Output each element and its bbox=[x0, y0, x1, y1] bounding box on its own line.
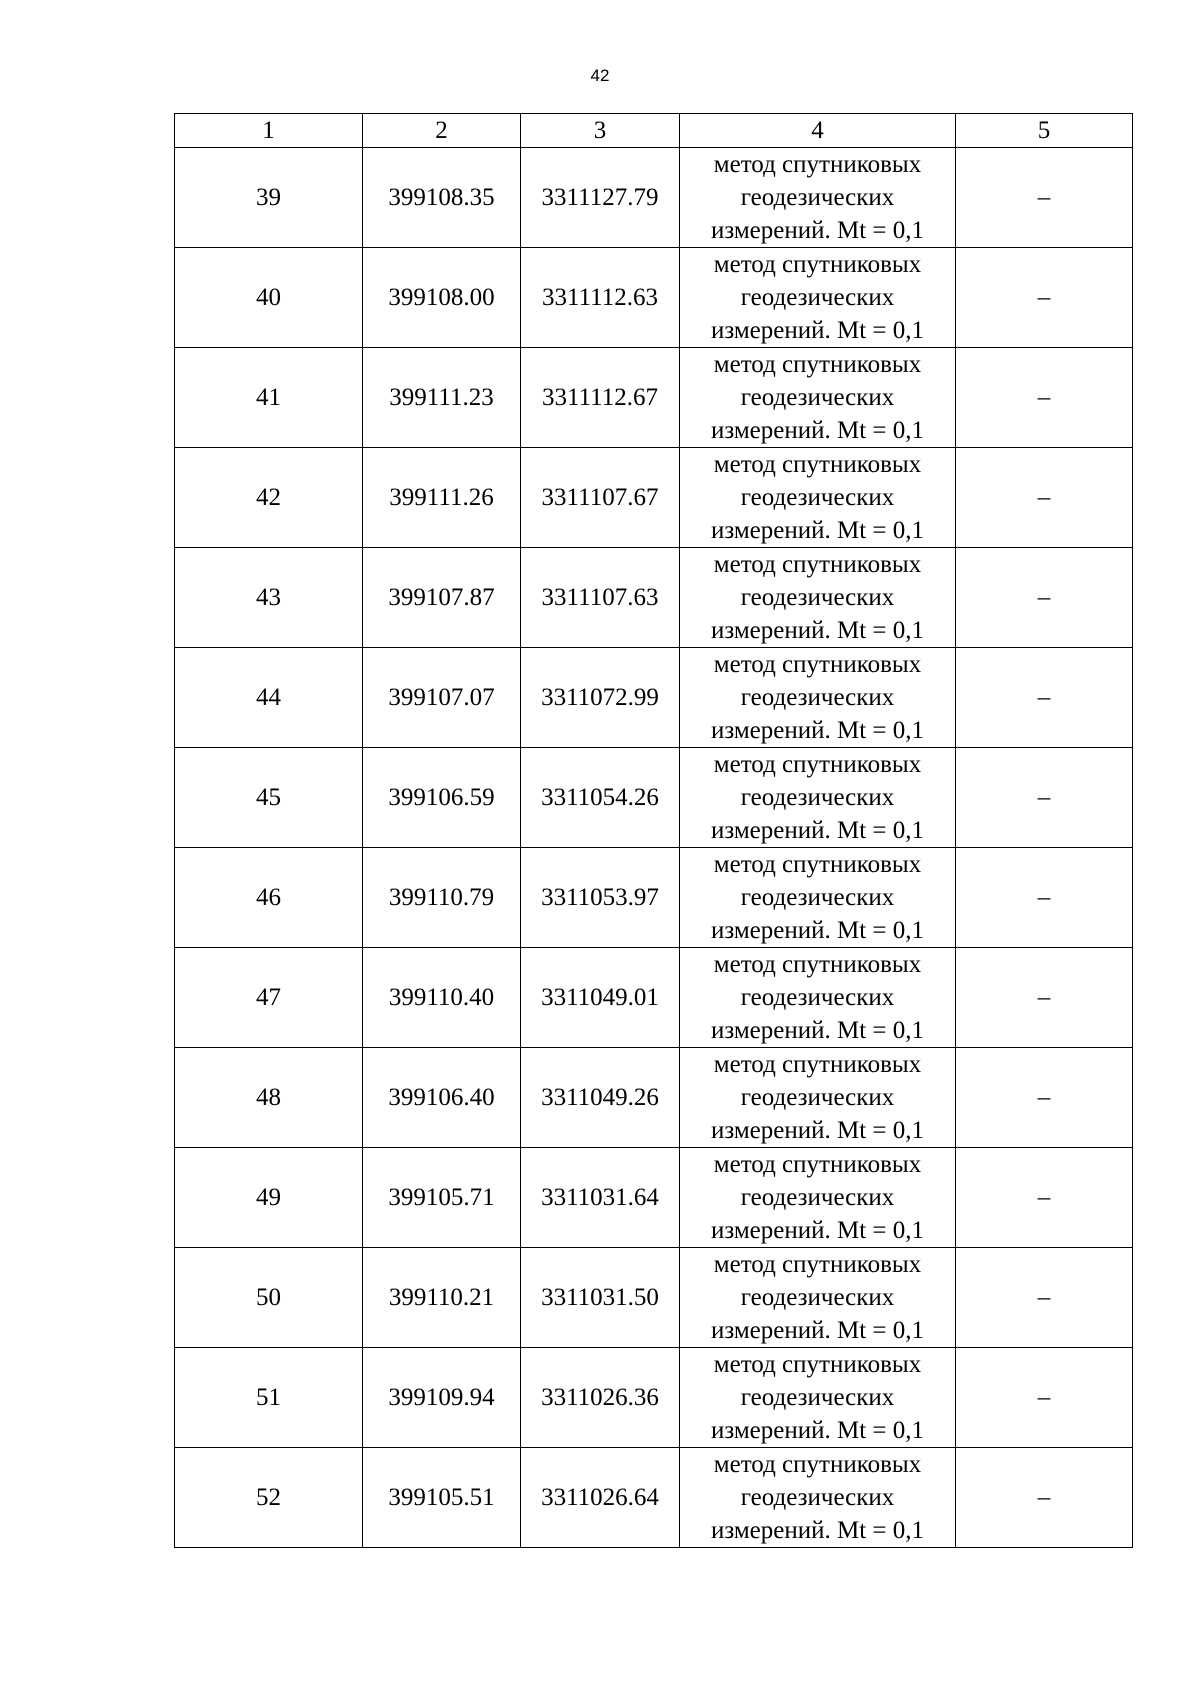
method-description bbox=[680, 448, 955, 547]
header-row bbox=[175, 114, 1133, 148]
cell-note: – bbox=[956, 1348, 1133, 1448]
header-col-1: 1 bbox=[175, 114, 363, 148]
cell-y-coordinate: 3311049.26 bbox=[521, 1048, 680, 1148]
cell-x-coordinate: 399107.07 bbox=[363, 648, 521, 748]
cell-note: – bbox=[956, 148, 1133, 248]
cell-y-coordinate: 3311127.79 bbox=[521, 148, 680, 248]
cell-y-coordinate: 3311026.64 bbox=[521, 1448, 680, 1548]
cell-note: – bbox=[956, 1448, 1133, 1548]
method-line: измерений. Mt = 0,1 bbox=[710, 717, 925, 744]
cell-method bbox=[680, 1148, 956, 1248]
table-header bbox=[175, 114, 1133, 148]
method-description bbox=[680, 1048, 955, 1147]
method-line: метод спутниковых bbox=[713, 651, 922, 678]
cell-point-number: 44 bbox=[175, 648, 363, 748]
cell-method bbox=[680, 348, 956, 448]
method-line: геодезических bbox=[740, 184, 895, 211]
method-line: геодезических bbox=[740, 884, 895, 911]
method-line: измерений. Mt = 0,1 bbox=[710, 217, 925, 244]
method-line: метод спутниковых bbox=[713, 551, 922, 578]
cell-method bbox=[680, 1348, 956, 1448]
method-line: измерений. Mt = 0,1 bbox=[710, 1317, 925, 1344]
method-line: измерений. Mt = 0,1 bbox=[710, 1117, 925, 1144]
cell-point-number: 45 bbox=[175, 748, 363, 848]
method-line: метод спутниковых bbox=[713, 851, 922, 878]
method-line: геодезических bbox=[740, 1084, 895, 1111]
method-line: измерений. Mt = 0,1 bbox=[710, 917, 925, 944]
table-row bbox=[175, 1048, 1133, 1148]
method-description bbox=[680, 1348, 955, 1447]
method-line: геодезических bbox=[740, 384, 895, 411]
cell-x-coordinate: 399109.94 bbox=[363, 1348, 521, 1448]
cell-x-coordinate: 399111.26 bbox=[363, 448, 521, 548]
cell-method bbox=[680, 1448, 956, 1548]
cell-point-number: 43 bbox=[175, 548, 363, 648]
method-line: метод спутниковых bbox=[713, 1351, 922, 1378]
method-line: метод спутниковых bbox=[713, 151, 922, 178]
cell-note: – bbox=[956, 748, 1133, 848]
method-line: метод спутниковых bbox=[713, 1451, 922, 1478]
cell-x-coordinate: 399105.71 bbox=[363, 1148, 521, 1248]
cell-point-number: 46 bbox=[175, 848, 363, 948]
table-row bbox=[175, 348, 1133, 448]
table-row bbox=[175, 648, 1133, 748]
method-line: геодезических bbox=[740, 1484, 895, 1511]
method-line: метод спутниковых bbox=[713, 251, 922, 278]
cell-x-coordinate: 399107.87 bbox=[363, 548, 521, 648]
table-row bbox=[175, 748, 1133, 848]
table-body bbox=[175, 148, 1133, 1548]
table-row bbox=[175, 148, 1133, 248]
method-line: геодезических bbox=[740, 284, 895, 311]
cell-note: – bbox=[956, 448, 1133, 548]
cell-note: – bbox=[956, 1248, 1133, 1348]
method-line: измерений. Mt = 0,1 bbox=[710, 817, 925, 844]
table-row bbox=[175, 1448, 1133, 1548]
method-line: метод спутниковых bbox=[713, 951, 922, 978]
cell-y-coordinate: 3311031.50 bbox=[521, 1248, 680, 1348]
method-line: измерений. Mt = 0,1 bbox=[710, 317, 925, 344]
method-line: геодезических bbox=[740, 1384, 895, 1411]
cell-y-coordinate: 3311112.67 bbox=[521, 348, 680, 448]
cell-point-number: 40 bbox=[175, 248, 363, 348]
cell-y-coordinate: 3311049.01 bbox=[521, 948, 680, 1048]
cell-x-coordinate: 399108.35 bbox=[363, 148, 521, 248]
method-line: геодезических bbox=[740, 484, 895, 511]
method-line: геодезических bbox=[740, 984, 895, 1011]
cell-point-number: 47 bbox=[175, 948, 363, 1048]
table-row bbox=[175, 948, 1133, 1048]
method-description bbox=[680, 548, 955, 647]
cell-y-coordinate: 3311112.63 bbox=[521, 248, 680, 348]
cell-point-number: 48 bbox=[175, 1048, 363, 1148]
table-row bbox=[175, 548, 1133, 648]
cell-point-number: 52 bbox=[175, 1448, 363, 1548]
method-line: измерений. Mt = 0,1 bbox=[710, 617, 925, 644]
cell-method bbox=[680, 1248, 956, 1348]
cell-x-coordinate: 399110.79 bbox=[363, 848, 521, 948]
method-line: измерений. Mt = 0,1 bbox=[710, 517, 925, 544]
method-description bbox=[680, 1148, 955, 1247]
cell-note: – bbox=[956, 548, 1133, 648]
cell-x-coordinate: 399106.40 bbox=[363, 1048, 521, 1148]
method-line: измерений. Mt = 0,1 bbox=[710, 1517, 925, 1544]
cell-y-coordinate: 3311031.64 bbox=[521, 1148, 680, 1248]
method-description bbox=[680, 848, 955, 947]
method-line: метод спутниковых bbox=[713, 1151, 922, 1178]
method-line: измерений. Mt = 0,1 bbox=[710, 1217, 925, 1244]
method-line: метод спутниковых bbox=[713, 1251, 922, 1278]
cell-y-coordinate: 3311107.63 bbox=[521, 548, 680, 648]
cell-note: – bbox=[956, 1148, 1133, 1248]
method-description bbox=[680, 348, 955, 447]
table-row bbox=[175, 1148, 1133, 1248]
method-description bbox=[680, 748, 955, 847]
method-line: измерений. Mt = 0,1 bbox=[710, 1417, 925, 1444]
cell-x-coordinate: 399105.51 bbox=[363, 1448, 521, 1548]
table-row bbox=[175, 1348, 1133, 1448]
cell-point-number: 42 bbox=[175, 448, 363, 548]
method-line: геодезических bbox=[740, 584, 895, 611]
method-description bbox=[680, 948, 955, 1047]
method-line: метод спутниковых bbox=[713, 351, 922, 378]
cell-method bbox=[680, 948, 956, 1048]
cell-y-coordinate: 3311107.67 bbox=[521, 448, 680, 548]
table-row bbox=[175, 848, 1133, 948]
cell-note: – bbox=[956, 348, 1133, 448]
cell-x-coordinate: 399108.00 bbox=[363, 248, 521, 348]
cell-point-number: 51 bbox=[175, 1348, 363, 1448]
cell-method bbox=[680, 148, 956, 248]
cell-point-number: 41 bbox=[175, 348, 363, 448]
method-description bbox=[680, 1448, 955, 1547]
method-description bbox=[680, 248, 955, 347]
method-line: метод спутниковых bbox=[713, 451, 922, 478]
table-row bbox=[175, 1248, 1133, 1348]
cell-note: – bbox=[956, 948, 1133, 1048]
method-line: геодезических bbox=[740, 784, 895, 811]
header-col-3: 3 bbox=[521, 114, 680, 148]
cell-method bbox=[680, 548, 956, 648]
cell-x-coordinate: 399111.23 bbox=[363, 348, 521, 448]
cell-method bbox=[680, 748, 956, 848]
page-number: 42 bbox=[590, 66, 610, 85]
cell-x-coordinate: 399110.40 bbox=[363, 948, 521, 1048]
cell-note: – bbox=[956, 1048, 1133, 1148]
cell-point-number: 49 bbox=[175, 1148, 363, 1248]
method-line: геодезических bbox=[740, 1184, 895, 1211]
cell-method bbox=[680, 1048, 956, 1148]
cell-note: – bbox=[956, 848, 1133, 948]
table-row bbox=[175, 248, 1133, 348]
header-col-4: 4 bbox=[680, 114, 956, 148]
method-line: метод спутниковых bbox=[713, 1051, 922, 1078]
cell-x-coordinate: 399106.59 bbox=[363, 748, 521, 848]
cell-y-coordinate: 3311054.26 bbox=[521, 748, 680, 848]
table-row bbox=[175, 448, 1133, 548]
method-line: измерений. Mt = 0,1 bbox=[710, 417, 925, 444]
cell-method bbox=[680, 648, 956, 748]
cell-note: – bbox=[956, 648, 1133, 748]
cell-method bbox=[680, 448, 956, 548]
cell-y-coordinate: 3311072.99 bbox=[521, 648, 680, 748]
cell-method bbox=[680, 848, 956, 948]
cell-point-number: 39 bbox=[175, 148, 363, 248]
cell-y-coordinate: 3311026.36 bbox=[521, 1348, 680, 1448]
cell-x-coordinate: 399110.21 bbox=[363, 1248, 521, 1348]
method-line: метод спутниковых bbox=[713, 751, 922, 778]
cell-point-number: 50 bbox=[175, 1248, 363, 1348]
method-line: геодезических bbox=[740, 1284, 895, 1311]
cell-y-coordinate: 3311053.97 bbox=[521, 848, 680, 948]
coordinates-table bbox=[174, 113, 1133, 1548]
method-description bbox=[680, 648, 955, 747]
method-line: измерений. Mt = 0,1 bbox=[710, 1017, 925, 1044]
header-col-2: 2 bbox=[363, 114, 521, 148]
header-col-5: 5 bbox=[956, 114, 1133, 148]
method-description bbox=[680, 148, 955, 247]
cell-note: – bbox=[956, 248, 1133, 348]
cell-method bbox=[680, 248, 956, 348]
method-line: геодезических bbox=[740, 684, 895, 711]
method-description bbox=[680, 1248, 955, 1347]
